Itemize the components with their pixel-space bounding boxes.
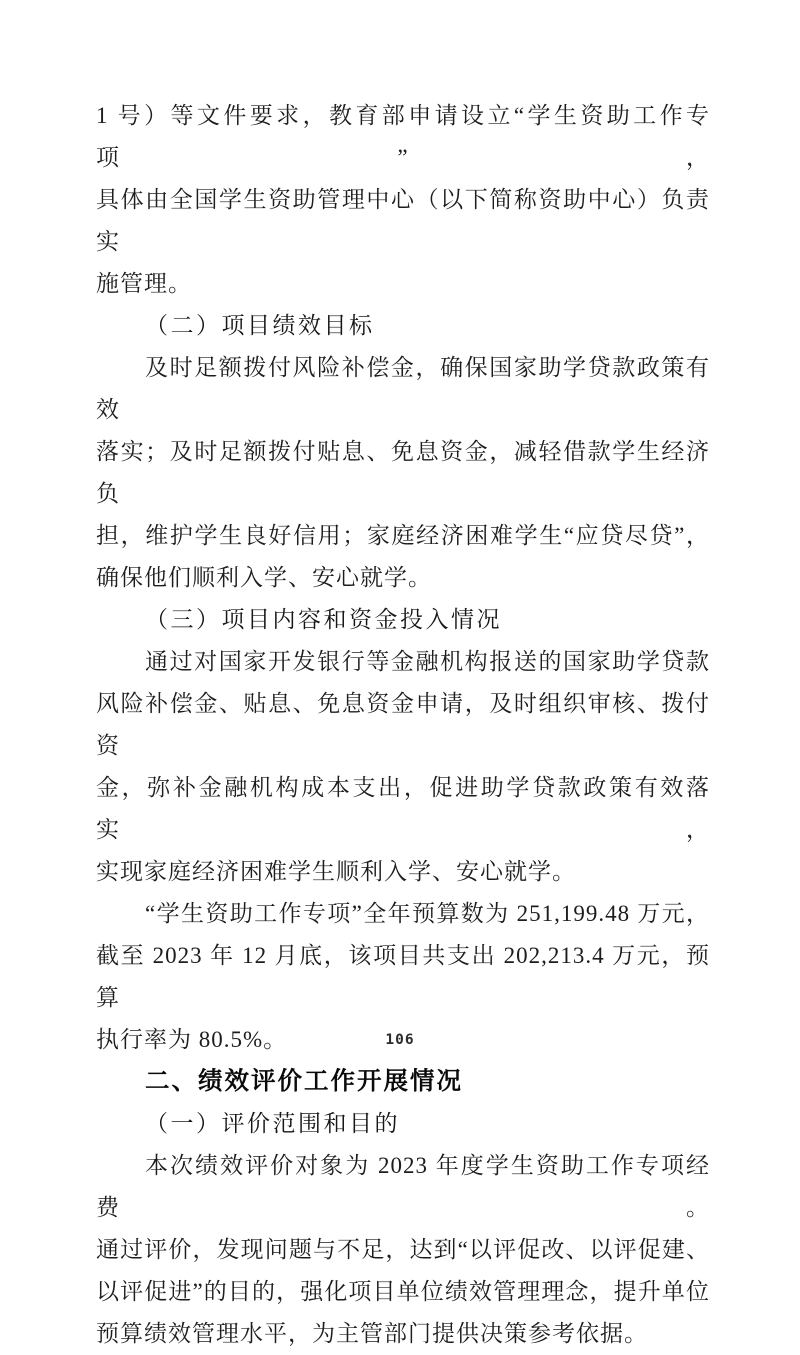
page-number: 106 — [385, 1032, 415, 1048]
text-line: 实现家庭经济困难学生顺利入学、安心就学。 — [96, 859, 576, 884]
text-line: 1 号）等文件要求，教育部申请设立“学生资助工作专项”， — [96, 103, 710, 170]
text-line: 本次绩效评价对象为 2023 年度学生资助工作专项经费。 — [96, 1153, 710, 1220]
text-line: 通过对国家开发银行等金融机构报送的国家助学贷款 — [145, 649, 710, 674]
paragraph — [96, 641, 710, 893]
text-line: 及时足额拨付风险补偿金，确保国家助学贷款政策有效 — [96, 355, 710, 422]
page-footer — [0, 1031, 800, 1049]
text-line: 确保他们顺利入学、安心就学。 — [96, 565, 432, 590]
text-line: 预算绩效管理水平，为主管部门提供决策参考依据。 — [96, 1321, 648, 1346]
sub-heading-text: （二）项目绩效目标 — [145, 313, 375, 338]
text-line: 执行率为 80.5%。 — [96, 1027, 288, 1052]
section-heading-text: 二、绩效评价工作开展情况 — [145, 1068, 463, 1095]
sub-heading — [96, 1103, 710, 1145]
document-body — [96, 95, 710, 1355]
text-line: 落实；及时足额拨付贴息、免息资金，减轻借款学生经济负 — [96, 439, 710, 506]
sub-heading-text: （一）评价范围和目的 — [145, 1111, 400, 1136]
text-line: 截至 2023 年 12 月底，该项目共支出 202,213.4 万元，预算 — [96, 943, 710, 1010]
sub-heading — [96, 599, 710, 641]
text-line: 以评促进”的目的，强化项目单位绩效管理理念，提升单位 — [96, 1279, 710, 1304]
paragraph — [96, 95, 710, 305]
text-line: 金，弥补金融机构成本支出，促进助学贷款政策有效落实， — [96, 775, 710, 842]
sub-heading — [96, 305, 710, 347]
text-line: 风险补偿金、贴息、免息资金申请，及时组织审核、拨付资 — [96, 691, 710, 758]
text-line: 施管理。 — [96, 271, 192, 296]
text-line: 担，维护学生良好信用；家庭经济困难学生“应贷尽贷”， — [96, 523, 710, 548]
paragraph — [96, 1145, 710, 1355]
sub-heading-text: （三）项目内容和资金投入情况 — [145, 607, 502, 632]
text-line: “学生资助工作专项”全年预算数为 251,199.48 万元， — [145, 901, 710, 926]
text-line: 具体由全国学生资助管理中心（以下简称资助中心）负责实 — [96, 187, 710, 254]
text-line: 通过评价，发现问题与不足，达到“以评促改、以评促建、 — [96, 1237, 710, 1262]
paragraph — [96, 347, 710, 599]
section-heading — [96, 1061, 710, 1103]
